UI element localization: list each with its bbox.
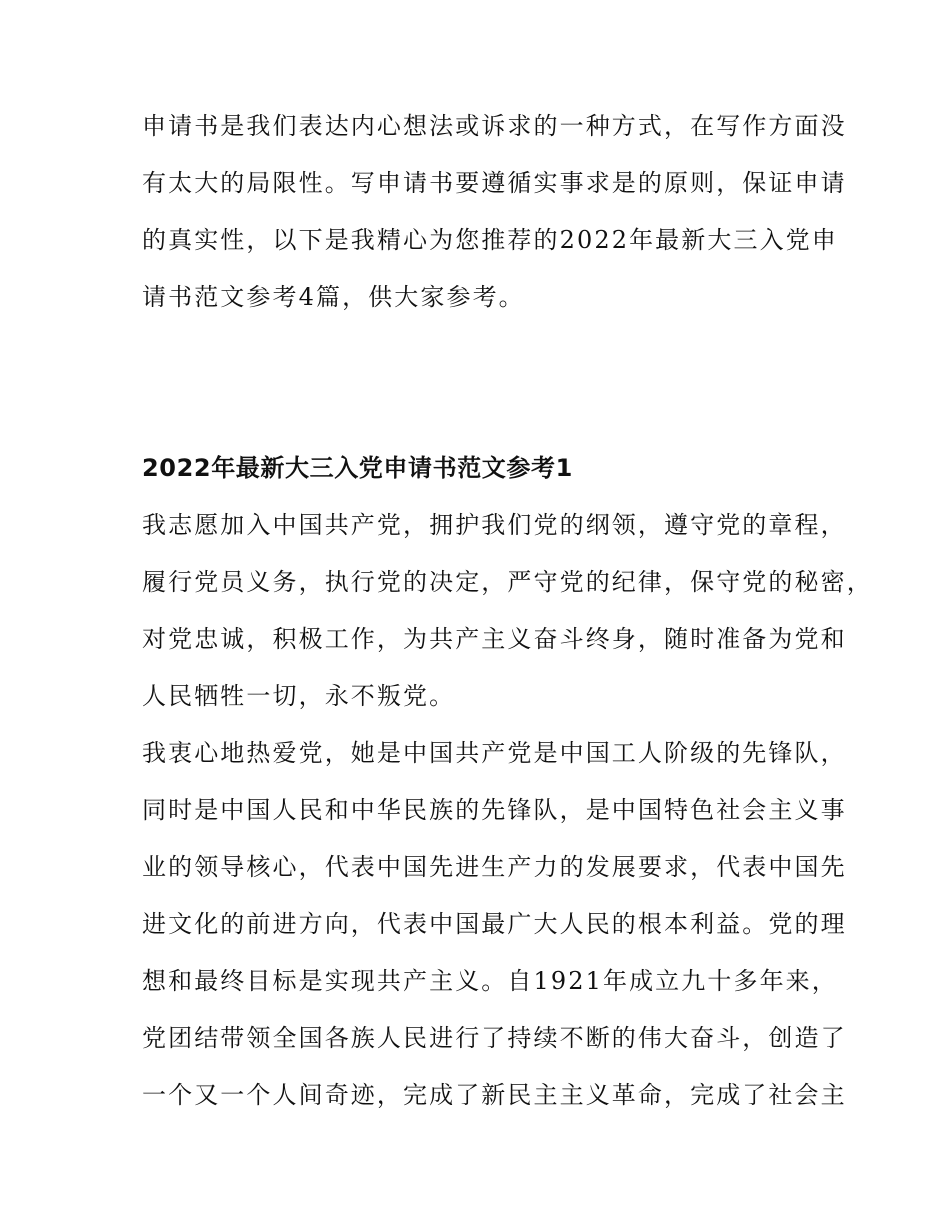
- paragraph-line: 党团结带领全国各族人民进行了持续不断的伟大奋斗，创造了: [142, 1024, 847, 1052]
- paragraph-line: 想和最终目标是实现共产主义。自1921年成立九十多年来，: [142, 967, 838, 995]
- section-title: 2022年最新大三入党申请书范文参考1: [142, 454, 573, 482]
- intro-line: 有太大的局限性。写申请书要遵循实事求是的原则，保证申请: [142, 169, 847, 197]
- paragraph-line: 履行党员义务，执行党的决定，严守党的纪律，保守党的秘密，: [142, 568, 873, 596]
- paragraph-line: 我志愿加入中国共产党，拥护我们党的纲领，遵守党的章程，: [142, 511, 847, 539]
- intro-line: 请书范文参考4篇，供大家参考。: [142, 283, 525, 311]
- paragraph-line: 进文化的前进方向，代表中国最广大人民的根本利益。党的理: [142, 910, 847, 938]
- paragraph-line: 一个又一个人间奇迹，完成了新民主主义革命，完成了社会主: [142, 1081, 847, 1109]
- intro-line: 申请书是我们表达内心想法或诉求的一种方式，在写作方面没: [142, 112, 847, 140]
- paragraph-line: 对党忠诚，积极工作，为共产主义奋斗终身，随时准备为党和: [142, 625, 847, 653]
- paragraph-line: 业的领导核心，代表中国先进生产力的发展要求，代表中国先: [142, 853, 847, 881]
- paragraph-line: 我衷心地热爱党，她是中国共产党是中国工人阶级的先锋队，: [142, 739, 847, 767]
- paragraph-line: 同时是中国人民和中华民族的先锋队，是中国特色社会主义事: [142, 796, 847, 824]
- intro-line: 的真实性，以下是我精心为您推荐的2022年最新大三入党申: [142, 226, 838, 254]
- paragraph-line: 人民牺牲一切，永不叛党。: [142, 682, 456, 710]
